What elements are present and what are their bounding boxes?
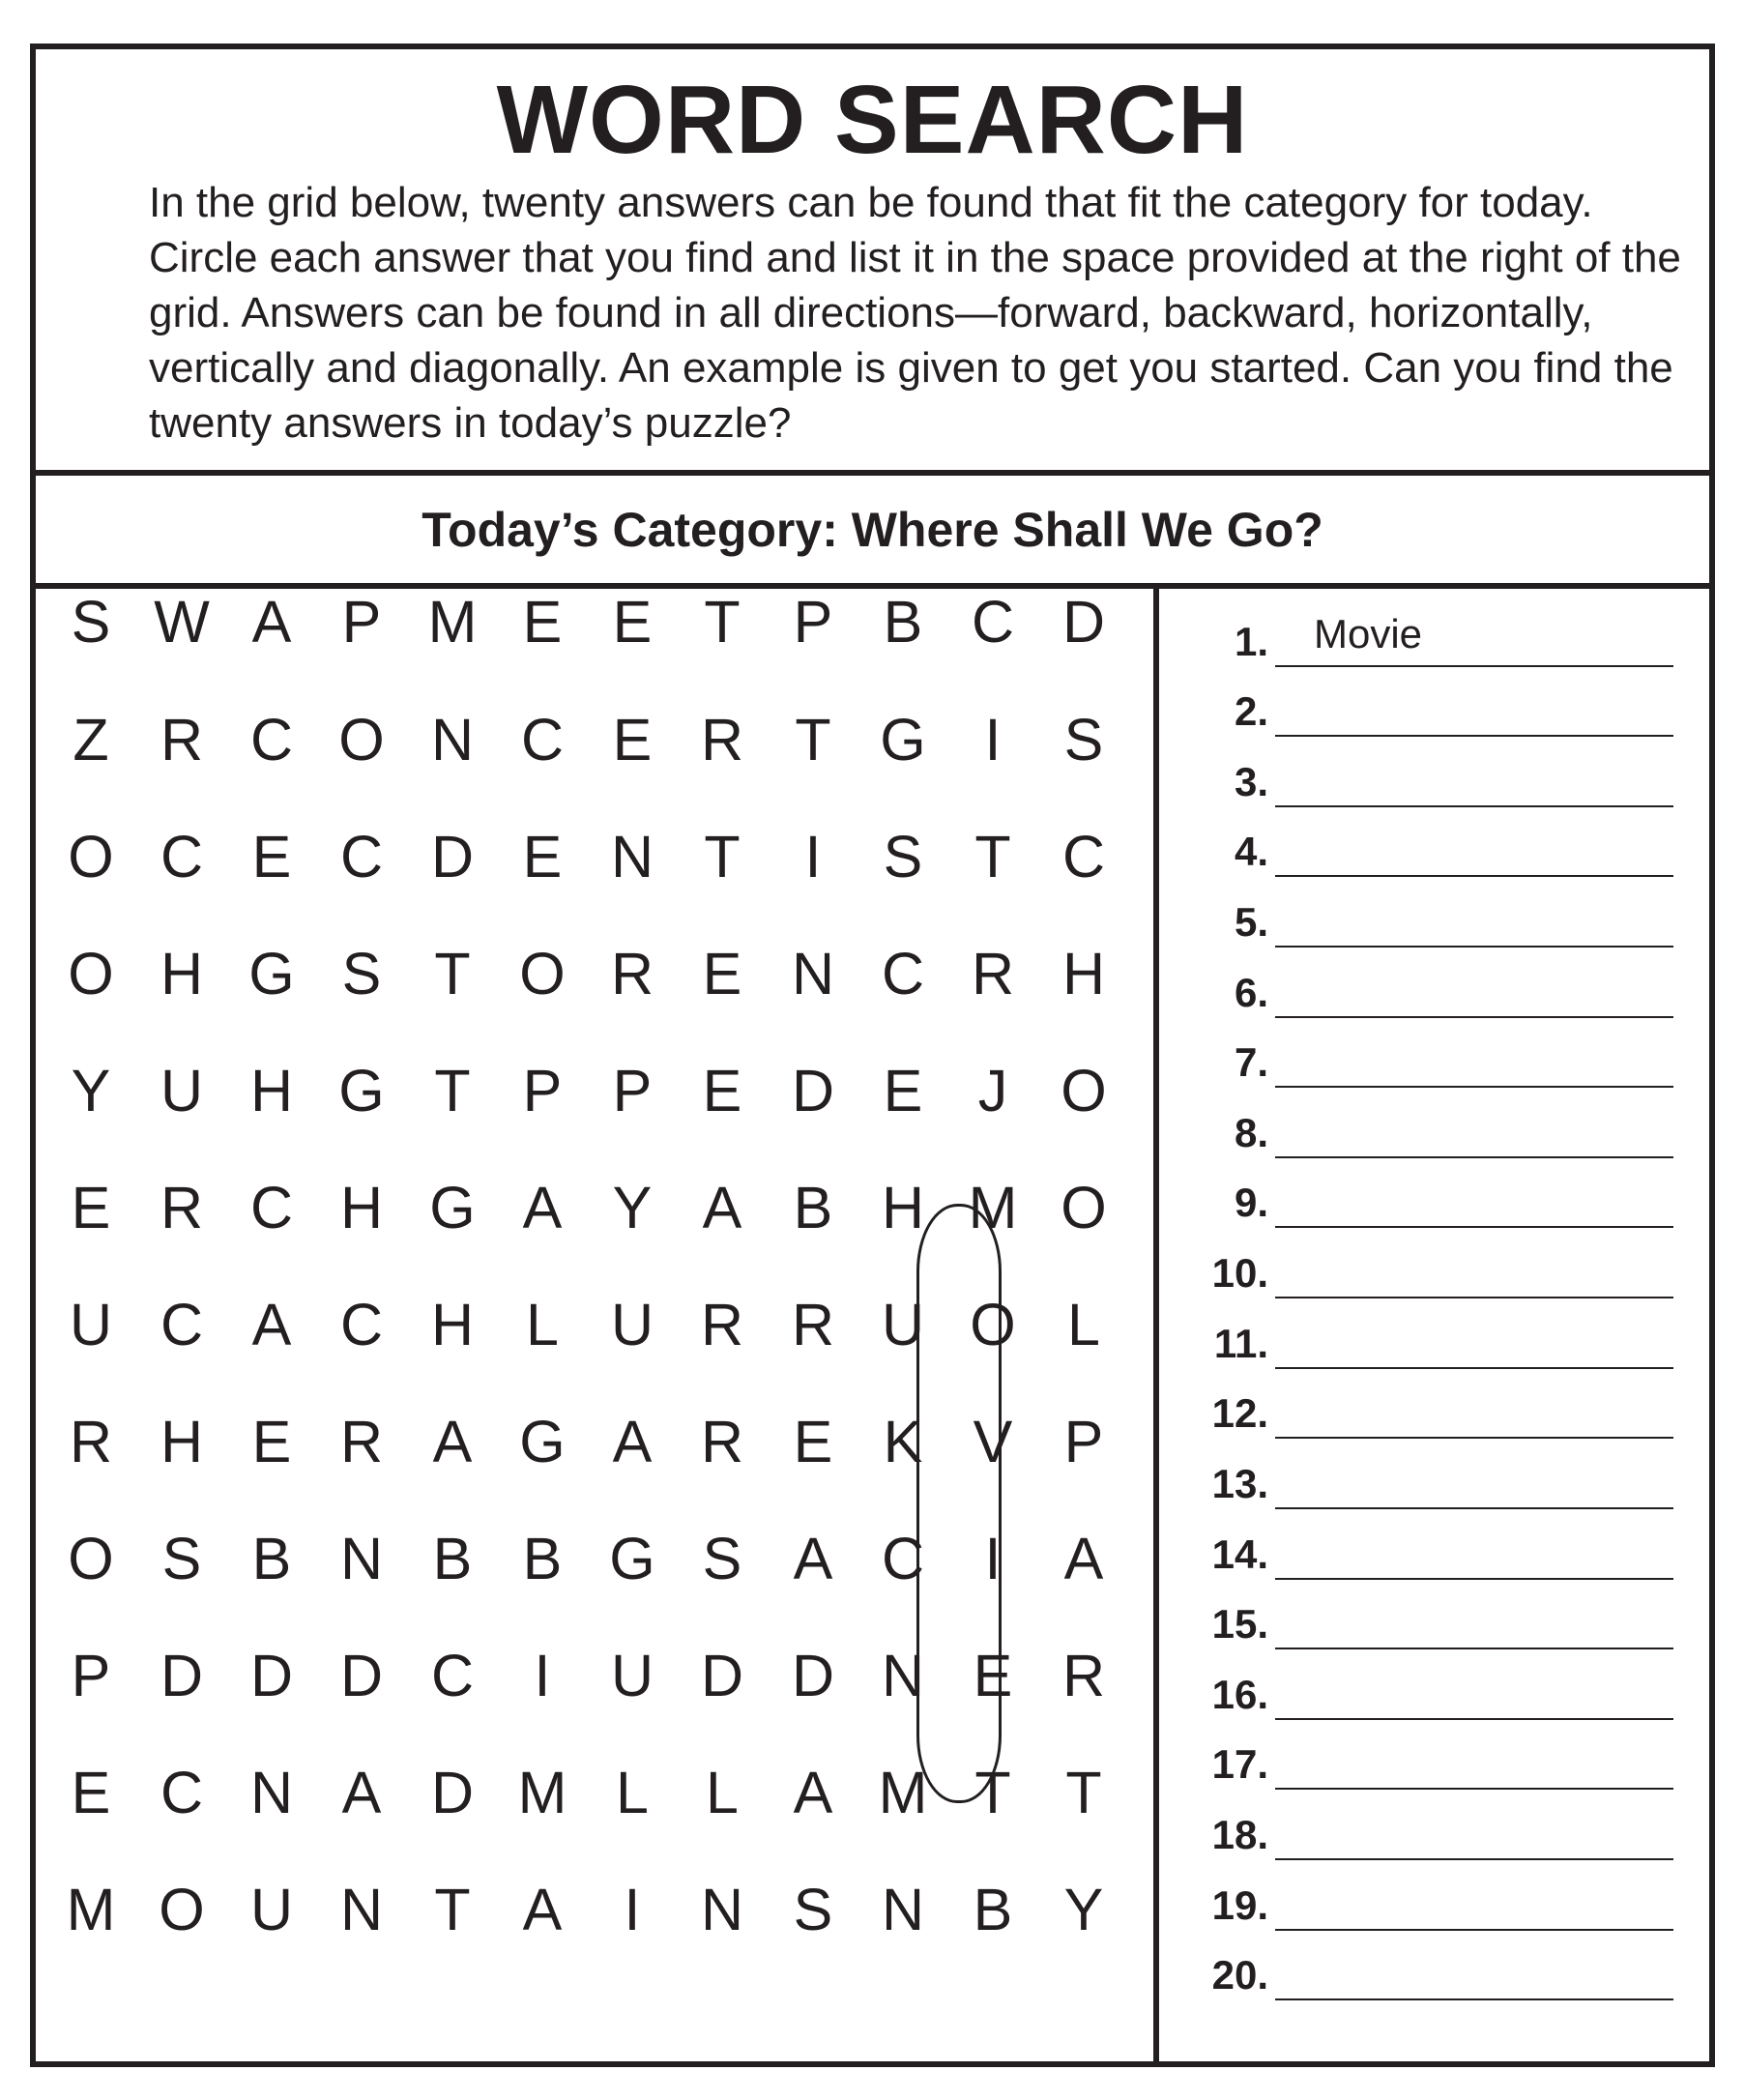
answer-number: 16. [1211,1672,1268,1717]
grid-letter[interactable]: R [1061,1643,1106,1708]
answer-number: 10. [1211,1250,1268,1296]
grid-letter[interactable]: E [522,824,563,890]
grid-letter[interactable]: P [1063,1409,1104,1474]
grid-letter[interactable]: B [883,589,923,655]
answer-blank[interactable] [1275,1156,1673,1158]
grid-letter[interactable]: E [71,1760,111,1825]
grid-letter[interactable]: A [793,1526,833,1591]
grid-letter[interactable]: R [700,1409,744,1474]
grid-letter[interactable]: E [251,824,292,890]
grid-letter[interactable]: C [971,589,1015,655]
grid-letter[interactable]: N [339,1877,384,1942]
grid-letter[interactable]: D [430,824,475,890]
grid-letter[interactable]: D [339,1643,384,1708]
answer-line-12[interactable] [1159,1381,1715,1439]
answer-blank[interactable] [1275,1437,1673,1439]
puzzle-frame [30,44,1715,2067]
grid-letter[interactable]: R [160,707,204,773]
grid-letter[interactable]: G [880,707,926,773]
answer-number: 15. [1211,1601,1268,1647]
grid-letter[interactable]: D [249,1643,294,1708]
grid-letter[interactable]: M [66,1877,116,1942]
grid-letter[interactable]: I [804,824,822,890]
answer-blank[interactable] [1275,1578,1673,1580]
grid-row [36,935,1153,1012]
grid-letter[interactable]: A [1063,1526,1104,1591]
answer-blank[interactable] [1275,1788,1673,1790]
grid-letter[interactable]: N [249,1760,294,1825]
grid-letter[interactable]: N [791,941,835,1006]
instructions-text: In the grid below, twenty answers can be found that fit the category for today. Circle each answer that you find and list it in the space provided at the right of the grid. Answers can be found in all directions—forward, backward, horizontally, vertically and diagonally. An example is given to get you started. Can you find the twenty answers in today’s puzzle? [149,179,1681,447]
grid-letter[interactable]: G [338,1058,385,1123]
grid-letter[interactable]: C [249,707,294,773]
answer-line-6[interactable] [1159,960,1715,1018]
grid-letter[interactable]: B [793,1175,833,1240]
grid-letter[interactable]: D [1061,589,1106,655]
grid-letter[interactable]: R [610,941,654,1006]
grid-letter[interactable]: H [160,941,204,1006]
answer-blank[interactable] [1275,1226,1673,1228]
grid-letter[interactable]: Y [1063,1877,1104,1942]
grid-letter[interactable]: C [160,824,204,890]
grid-letter[interactable]: L [526,1292,559,1357]
grid-letter[interactable]: B [432,1526,473,1591]
grid-letter[interactable]: O [68,941,114,1006]
category-bar [36,476,1709,589]
grid-row [36,818,1153,895]
grid-letter[interactable]: D [791,1643,835,1708]
grid-letter[interactable]: B [522,1526,563,1591]
grid-letter[interactable]: I [984,707,1002,773]
grid-letter[interactable]: B [251,1526,292,1591]
grid-letter[interactable]: O [1061,1175,1107,1240]
grid-letter[interactable]: O [159,1877,205,1942]
grid-letter[interactable]: C [520,707,565,773]
grid-letter[interactable]: S [702,1526,742,1591]
grid-letter[interactable]: U [881,1292,925,1357]
grid-letter[interactable]: G [429,1175,476,1240]
grid-letter[interactable]: S [883,824,923,890]
grid-letter[interactable]: A [793,1760,833,1825]
grid-letter[interactable]: T [434,1877,471,1942]
grid-letter[interactable]: S [341,941,382,1006]
grid-row [36,701,1153,778]
grid-letter[interactable]: A [612,1409,653,1474]
answer-line-13[interactable] [1159,1451,1715,1509]
grid-letter[interactable]: D [430,1760,475,1825]
grid-letter[interactable]: A [522,1877,563,1942]
grid-letter[interactable]: S [793,1877,833,1942]
grid-letter[interactable]: V [973,1409,1013,1474]
grid-letter[interactable]: H [339,1175,384,1240]
answer-number: 2. [1234,688,1268,734]
grid-letter[interactable]: D [160,1643,204,1708]
grid-letter[interactable]: P [793,589,833,655]
grid-letter[interactable]: N [881,1877,925,1942]
grid-letter[interactable]: W [154,589,210,655]
grid-letter[interactable]: R [791,1292,835,1357]
answer-blank[interactable] [1275,1297,1673,1298]
grid-letter[interactable]: E [793,1409,833,1474]
grid-letter[interactable]: T [795,707,831,773]
grid-letter[interactable]: E [702,1058,742,1123]
answer-line-16[interactable] [1159,1662,1715,1720]
answer-number: 4. [1234,829,1268,874]
answer-line-10[interactable] [1159,1240,1715,1298]
answer-line-15[interactable] [1159,1591,1715,1649]
grid-letter[interactable]: L [616,1760,649,1825]
grid-letter[interactable]: C [881,1526,925,1591]
answer-blank[interactable] [1275,1016,1673,1018]
answer-line-8[interactable] [1159,1100,1715,1158]
grid-letter[interactable]: S [71,589,111,655]
category-title: Today’s Category: Where Shall We Go? [421,502,1323,557]
grid-letter[interactable]: I [984,1526,1002,1591]
letter-grid [36,589,1159,2067]
grid-letter[interactable]: S [161,1526,202,1591]
answer-line-18[interactable] [1159,1802,1715,1860]
grid-letter[interactable]: C [249,1175,294,1240]
answer-blank[interactable] [1275,1507,1673,1509]
grid-letter[interactable]: C [1061,824,1106,890]
grid-letter[interactable]: O [970,1292,1016,1357]
grid-letter[interactable]: C [160,1292,204,1357]
answer-list [1159,589,1715,2067]
answer-number: 6. [1234,970,1268,1015]
grid-letter[interactable]: M [968,1175,1018,1240]
grid-letter[interactable]: P [341,589,382,655]
grid-letter[interactable]: C [160,1760,204,1825]
grid-letter[interactable]: P [71,1643,111,1708]
answer-number: 9. [1234,1180,1268,1225]
grid-letter[interactable]: Z [73,707,109,773]
answer-number: 13. [1211,1461,1268,1506]
grid-letter[interactable]: C [430,1643,475,1708]
answer-blank[interactable] [1275,1367,1673,1369]
answer-number: 11. [1213,1321,1268,1366]
answer-blank[interactable] [1275,1929,1673,1931]
answer-line-7[interactable] [1159,1030,1715,1088]
grid-letter[interactable]: U [69,1292,113,1357]
grid-letter[interactable]: O [1061,1058,1107,1123]
grid-letter[interactable]: N [430,707,475,773]
answer-blank[interactable] [1275,1858,1673,1860]
answer-number: 19. [1211,1882,1268,1928]
answer-blank[interactable] [1275,665,1673,667]
answer-blank[interactable] [1275,1718,1673,1720]
answer-blank[interactable] [1275,1086,1673,1088]
grid-letter[interactable]: A [251,1292,292,1357]
answer-number: 5. [1234,899,1268,945]
grid-letter[interactable]: H [160,1409,204,1474]
answer-number: 14. [1211,1531,1268,1577]
answer-line-1[interactable] [1159,609,1715,667]
grid-letter[interactable]: B [973,1877,1013,1942]
answer-number: 1. [1234,619,1268,664]
answer-blank[interactable] [1275,735,1673,737]
answer-blank[interactable] [1275,875,1673,877]
puzzle-header [36,49,1709,476]
grid-letter[interactable]: E [702,941,742,1006]
grid-letter[interactable]: T [974,824,1011,890]
grid-letter[interactable]: E [251,1409,292,1474]
answer-blank[interactable] [1275,1998,1673,2000]
answer-line-2[interactable] [1159,679,1715,737]
grid-letter[interactable]: G [248,941,295,1006]
grid-letter[interactable]: T [1065,1760,1102,1825]
grid-letter[interactable]: A [522,1175,563,1240]
grid-letter[interactable]: H [1061,941,1106,1006]
grid-letter[interactable]: A [702,1175,742,1240]
grid-letter[interactable]: N [339,1526,384,1591]
grid-letter[interactable]: A [432,1409,473,1474]
grid-letter[interactable]: G [519,1409,566,1474]
grid-letter[interactable]: Y [71,1058,111,1123]
grid-letter[interactable]: O [519,941,566,1006]
grid-letter[interactable]: T [704,589,741,655]
grid-letter[interactable]: I [624,1877,641,1942]
grid-letter[interactable]: O [68,1526,114,1591]
grid-letter[interactable]: T [704,824,741,890]
answer-number: 3. [1234,759,1268,804]
grid-letter[interactable]: D [700,1643,744,1708]
answer-line-17[interactable] [1159,1732,1715,1790]
grid-letter[interactable]: I [534,1643,551,1708]
grid-letter[interactable]: O [338,707,385,773]
grid-row [36,1871,1153,1948]
answer-line-4[interactable] [1159,819,1715,877]
grid-letter[interactable]: U [610,1643,654,1708]
answer-line-14[interactable] [1159,1522,1715,1580]
grid-letter[interactable]: H [249,1058,294,1123]
answer-text: Movie [1314,611,1423,656]
grid-letter[interactable]: N [610,824,654,890]
grid-letter[interactable]: R [160,1175,204,1240]
grid-letter[interactable]: R [971,941,1015,1006]
answer-line-3[interactable] [1159,749,1715,807]
grid-letter[interactable]: T [434,941,471,1006]
grid-letter[interactable]: E [612,707,653,773]
answer-number: 20. [1211,1952,1268,1998]
grid-letter[interactable]: A [251,589,292,655]
grid-letter[interactable]: E [883,1058,923,1123]
answer-blank[interactable] [1275,1648,1673,1649]
answer-number: 7. [1234,1039,1268,1085]
grid-letter[interactable]: N [700,1877,744,1942]
grid-letter[interactable]: H [430,1292,475,1357]
grid-letter[interactable]: A [341,1760,382,1825]
grid-letter[interactable]: C [881,941,925,1006]
grid-letter[interactable]: U [160,1058,204,1123]
answer-line-9[interactable] [1159,1170,1715,1228]
grid-letter[interactable]: E [71,1175,111,1240]
grid-letter[interactable]: M [427,589,478,655]
answer-line-5[interactable] [1159,890,1715,948]
grid-letter[interactable]: P [612,1058,653,1123]
grid-letter[interactable]: M [517,1760,567,1825]
grid-letter[interactable]: N [881,1643,925,1708]
grid-letter[interactable]: M [878,1760,928,1825]
answer-line-11[interactable] [1159,1311,1715,1369]
grid-letter[interactable]: H [881,1175,925,1240]
grid-letter[interactable]: E [973,1643,1013,1708]
grid-letter[interactable]: R [69,1409,113,1474]
answer-line-20[interactable] [1159,1942,1715,2000]
answer-blank[interactable] [1275,805,1673,807]
grid-letter[interactable]: T [434,1058,471,1123]
example-answer-circle [916,1204,1002,1803]
grid-letter[interactable]: S [1063,707,1104,773]
grid-letter[interactable]: G [609,1526,655,1591]
grid-letter[interactable]: P [522,1058,563,1123]
grid-letter[interactable]: L [1067,1292,1100,1357]
grid-letter[interactable]: Y [612,1175,653,1240]
grid-row [36,583,1153,660]
answer-number: 18. [1211,1812,1268,1857]
grid-letter[interactable]: R [700,707,744,773]
grid-letter[interactable]: C [339,1292,384,1357]
grid-letter[interactable]: E [612,589,653,655]
grid-letter[interactable]: U [249,1877,294,1942]
answer-number: 12. [1211,1390,1268,1436]
grid-letter[interactable]: O [68,824,114,890]
grid-row [36,1052,1153,1129]
grid-letter[interactable]: D [791,1058,835,1123]
grid-letter[interactable]: T [974,1760,1011,1825]
grid-letter[interactable]: R [700,1292,744,1357]
answer-number: 8. [1234,1110,1268,1155]
grid-letter[interactable]: U [610,1292,654,1357]
grid-letter[interactable]: C [339,824,384,890]
answer-blank[interactable] [1275,946,1673,948]
grid-letter[interactable]: E [522,589,563,655]
grid-letter[interactable]: R [339,1409,384,1474]
grid-letter[interactable]: L [706,1760,739,1825]
grid-letter[interactable]: K [883,1409,923,1474]
page-title: WORD SEARCH [496,66,1249,174]
grid-letter[interactable]: J [977,1058,1008,1123]
answer-line-19[interactable] [1159,1873,1715,1931]
answer-number: 17. [1211,1741,1268,1787]
